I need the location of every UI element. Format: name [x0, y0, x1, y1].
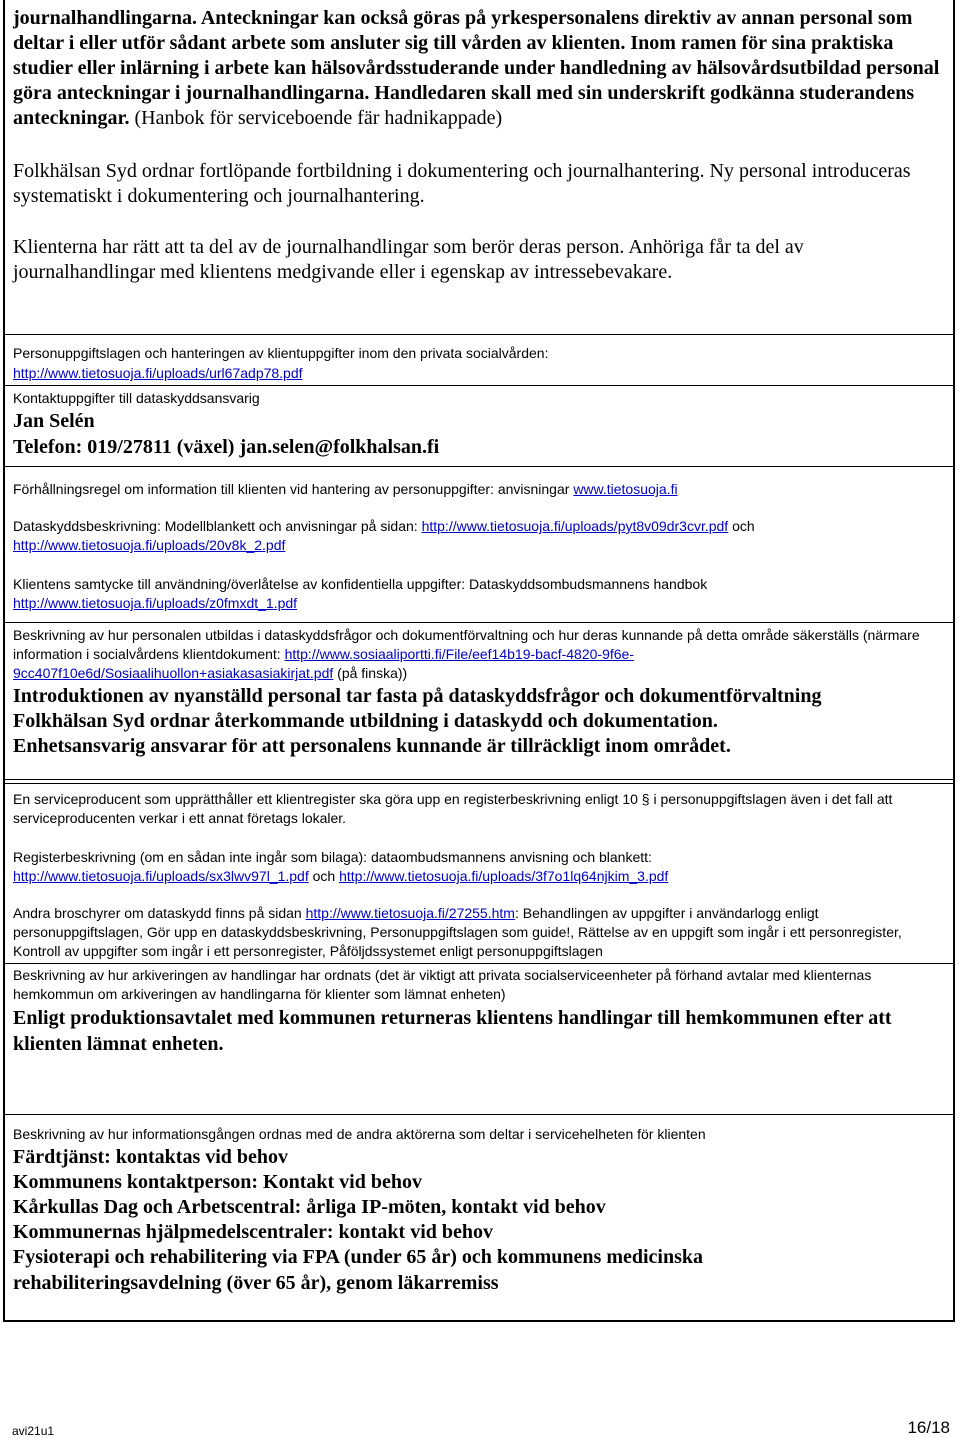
privacy-law-link[interactable]: http://www.tietosuoja.fi/uploads/url67adp78.pdf [13, 365, 303, 381]
register-p3-tail: : Behandlingen av uppgifter i användarlogg enligt personuppgiftslagen, Gör upp en dataskyddsbeskrivning, Personuppgiftslagen som guide!, Rättelse av en uppgift som ingår i ett personregister, Kontroll av uppgifter som ingår i ett personregister, Påföljdssystemet enligt personuppgiftslagen [13, 905, 902, 959]
rule-3-text: Klientens samtycke till användning/överlåtelse av konfidentiella uppgifter: Dataskyddsombudsmannens handbok [13, 576, 708, 592]
training-bold-1: Introduktionen av nyanställd personal tar fasta på dataskyddsfrågor och dokumentförvaltning [13, 685, 822, 707]
intro-p1-bold: journalhandlingarna. Anteckningar kan också göras på yrkespersonalens direktiv av annan personal som deltar i eller utför sådant arbete som ansluter sig till vården av klienten. Inom ramen för sina praktiska studier eller inlärning i arbete kan hälsovårdsstuderande under handledning av hälsovårdsutbildad personal göra anteckningar i journalhandlingarna. Handledaren skall med sin underskrift godkänna studerandens anteckningar. [13, 7, 940, 129]
contact-phone: Telefon: 019/27811 (växel) jan.selen@folkhalsan.fi [13, 436, 440, 458]
intro-p1-reference: (Hanbok för serviceboende fär hadnikappade) [129, 107, 503, 129]
training-tail: (på finska)) [333, 665, 408, 681]
archive-bold: Enligt produktionsavtalet med kommunen returneras klientens handlingar till hemkommunen efter att klienten lämnat enheten. [13, 1007, 892, 1055]
contact-name: Jan Selén [13, 410, 95, 432]
rule-1 [13, 480, 943, 499]
page-number: 16/18 [907, 1418, 950, 1437]
infoflow-line: Kårkullas Dag och Arbetscentral: årliga IP-möten, kontakt vid behov [13, 1196, 606, 1218]
rule-2-link-2[interactable]: http://www.tietosuoja.fi/uploads/20v8k_2.pdf [13, 537, 286, 553]
intro-paragraph-1 [13, 6, 943, 131]
register-section [5, 783, 953, 963]
contact-label: Kontaktuppgifter till dataskyddsansvarig [13, 390, 260, 406]
intro-section [5, 0, 953, 334]
register-p3-text: Andra broschyrer om dataskydd finns på sidan [13, 905, 306, 921]
archive-section [5, 964, 953, 1114]
rule-3 [13, 575, 943, 613]
register-p2-text: Registerbeskrivning (om en sådan inte ingår som bilaga): dataombudsmannens anvisning och blankett: [13, 849, 652, 865]
intro-paragraph-2: Folkhälsan Syd ordnar fortlöpande fortbildning i dokumentering och journalhantering. Ny personal introduceras systematiskt i dokumentering och journalhantering. [13, 160, 911, 207]
rule-2-text: Dataskyddsbeskrivning: Modellblankett och anvisningar på sidan: [13, 518, 422, 534]
training-link[interactable]: http://www.sosiaaliportti.fi/File/eef14b19-bacf-4820-9f6e-9cc407f10e6d/Sosiaalihuollon+asiakasasiakirjat.pdf [13, 646, 634, 681]
register-paragraph-3 [13, 904, 943, 961]
infoflow-description: Beskrivning av hur informationsgången ordnas med de andra aktörerna som deltar i servicehelheten för klienten [13, 1126, 706, 1142]
infoflow-line: Kommunernas hjälpmedelscentraler: kontakt vid behov [13, 1221, 493, 1243]
privacy-law-text: Personuppgiftslagen och hanteringen av klientuppgifter inom den privata socialvården: [13, 345, 549, 361]
training-bold-2: Folkhälsan Syd ordnar återkommande utbildning i dataskydd och dokumentation. [13, 710, 718, 732]
register-p3-link[interactable]: http://www.tietosuoja.fi/27255.htm [305, 905, 515, 921]
rule-1-text: Förhållningsregel om information till klienten vid hantering av personuppgifter: anvisningar [13, 481, 574, 497]
rule-2-link-1[interactable]: http://www.tietosuoja.fi/uploads/pyt8v09dr3cvr.pdf [421, 518, 729, 534]
privacy-section [5, 335, 953, 466]
infoflow-line: Kommunens kontaktperson: Kontakt vid behov [13, 1171, 422, 1193]
infoflow-line: Färdtjänst: kontaktas vid behov [13, 1146, 289, 1168]
training-section [5, 623, 953, 780]
archive-description: Beskrivning av hur arkiveringen av handlingar har ordnats (det är viktigt att privata socialserviceenheter på förhand avtalar med klienternas hemkommun om arkiveringen av handlingarna för klienter som lämnat enheten) [13, 967, 872, 1002]
register-p2-link-1[interactable]: http://www.tietosuoja.fi/uploads/sx3lwv97l_1.pdf [13, 868, 309, 884]
training-description [13, 626, 943, 683]
footer-code: avi21u1 [12, 1424, 55, 1438]
rule-1-link[interactable]: www.tietosuoja.fi [573, 481, 678, 497]
register-p2-link-2[interactable]: http://www.tietosuoja.fi/uploads/3f7o1lq64njkim_3.pdf [339, 868, 669, 884]
training-bold-3: Enhetsansvarig ansvarar för att personalens kunnande är tillräckligt inom området. [13, 735, 731, 757]
divider [5, 385, 953, 386]
infoflow-section [5, 1115, 953, 1320]
rules-section [5, 467, 953, 622]
register-p2-connector: och [308, 868, 340, 884]
rule-2 [13, 517, 943, 555]
training-text: Beskrivning av hur personalen utbildas i dataskyddsfrågor och dokumentförvaltning och hur deras kunnande på detta område säkerställs (närmare information i socialvårdens klientdokument: [13, 627, 920, 662]
privacy-law-link-row [13, 364, 943, 383]
rule-2-connector: och [728, 518, 755, 534]
infoflow-line: Fysioterapi och rehabilitering via FPA (under 65 år) och kommunens medicinska rehabiliteringsavdelning (över 65 år), genom läkarremiss [13, 1246, 704, 1294]
intro-paragraph-3: Klienterna har rätt att ta del av de journalhandlingar som berör deras person. Anhöriga får ta del av journalhandlingar med klientens medgivande eller i egenskap av intressebevakare. [13, 236, 804, 283]
document-frame [3, 0, 955, 1322]
register-paragraph-2 [13, 848, 943, 886]
register-paragraph-1: En serviceproducent som upprätthåller ett klientregister ska göra upp en registerbeskrivning enligt 10 § i personuppgiftslagen även i det fall att serviceproducenten verkar i ett annat företags lokaler. [13, 791, 893, 826]
rule-3-link[interactable]: http://www.tietosuoja.fi/uploads/z0fmxdt_1.pdf [13, 595, 298, 611]
